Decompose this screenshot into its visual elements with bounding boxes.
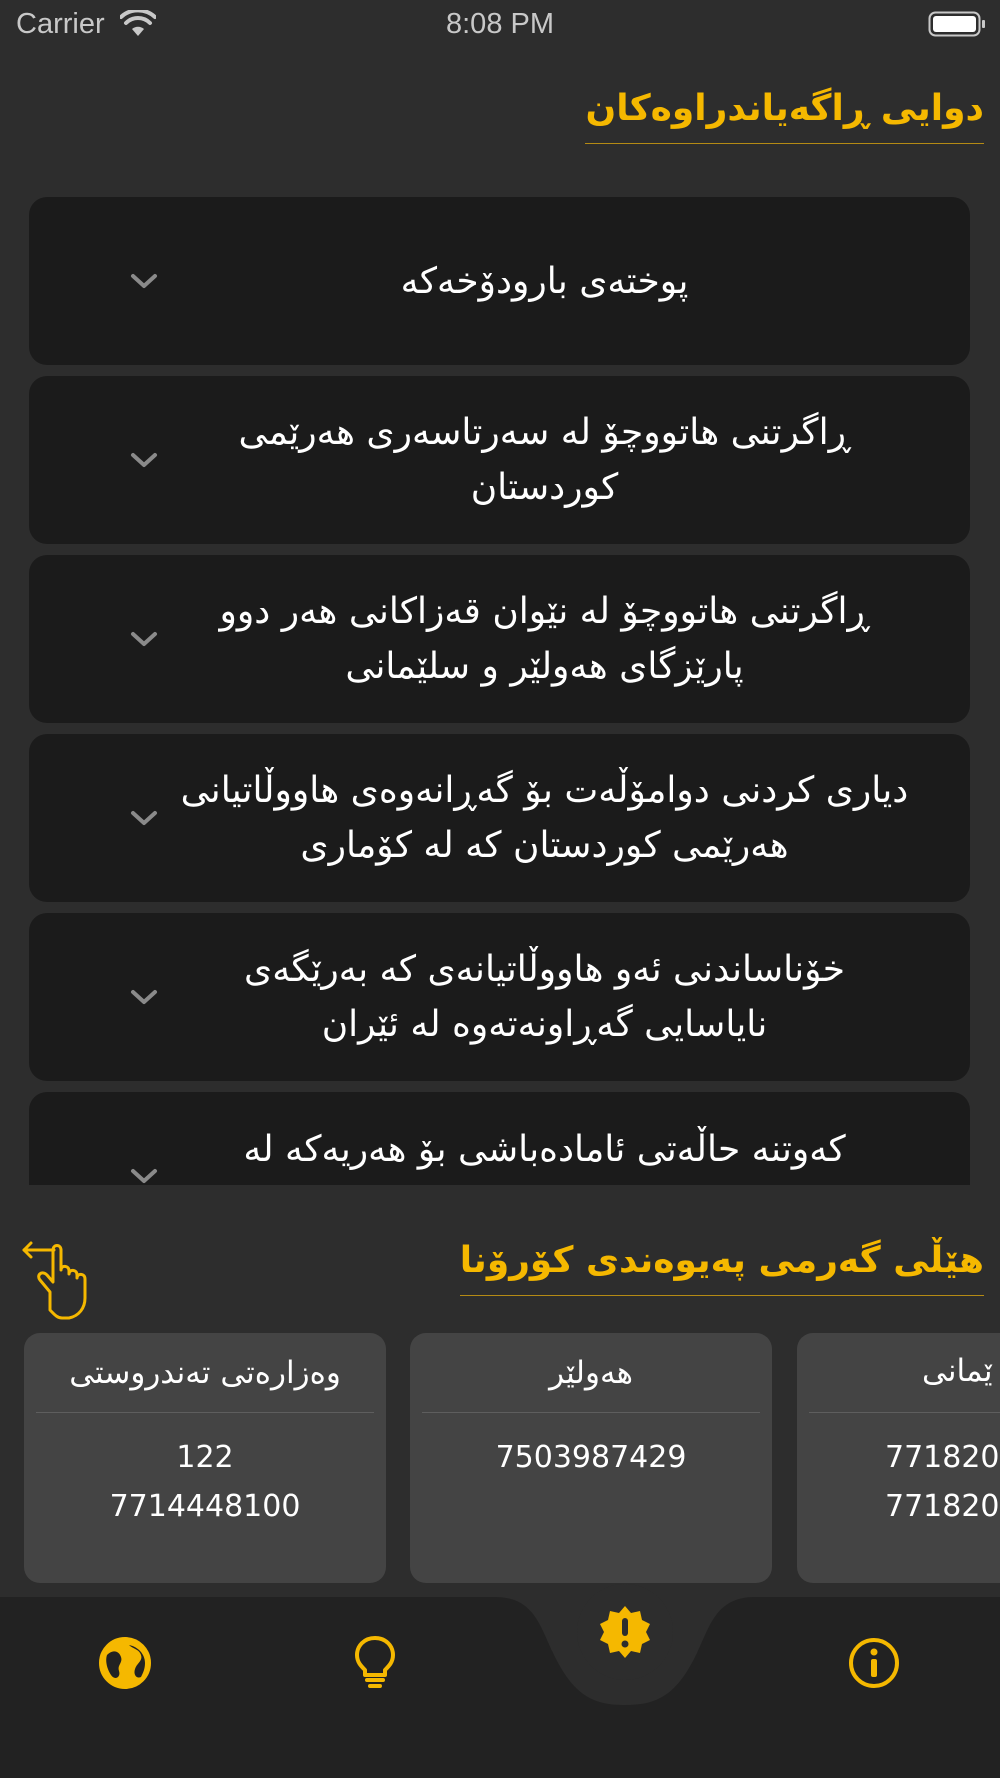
announcement-item[interactable]: [29, 1092, 970, 1185]
tab-bar: [0, 1597, 1000, 1778]
announcement-text: ڕاگرتنی هاتووچۆ لە سەرتاسەری هەرێمی کوردستان: [238, 412, 851, 508]
announcement-text: ڕاگرتنی هاتووچۆ لە نێوان قەزاکانی هەر دوو پارێزگای هەولێر و سلێمانی: [219, 591, 870, 687]
status-bar: [0, 0, 1000, 50]
carrier-label: Carrier: [16, 8, 105, 40]
hotline-card-title: هەولێر: [549, 1355, 633, 1391]
globe-icon[interactable]: [97, 1635, 153, 1691]
announcements-list[interactable]: [0, 190, 1000, 1185]
announcement-text: خۆناساندنی ئەو هاووڵاتیانەی کە بەرێگەی نایاسایی گەڕاونەتەوە لە ئێران: [244, 949, 845, 1045]
chevron-down-icon: [129, 629, 159, 649]
info-icon[interactable]: [846, 1635, 902, 1691]
divider: [809, 1412, 1000, 1413]
phone-number[interactable]: 771820: [885, 1489, 1000, 1524]
phone-number[interactable]: 7503987429: [495, 1440, 687, 1475]
alert-badge-icon: [597, 1604, 653, 1660]
announcement-text: کەوتنە حاڵەتی ئامادەباشی بۆ هەریەکە لە: [243, 1129, 846, 1170]
announcement-text: پوختەی بارودۆخەکە: [400, 260, 689, 302]
hotline-numbers: [797, 1433, 1000, 1531]
phone-number[interactable]: 122: [176, 1440, 234, 1475]
hotline-card[interactable]: [410, 1333, 772, 1583]
announcement-text: دیاری کردنی دوامۆڵەت بۆ گەڕانەوەی هاووڵاتیانی هەرێمی کوردستان کە لە کۆماری: [180, 770, 909, 866]
announcement-item[interactable]: [29, 197, 970, 365]
lightbulb-icon[interactable]: [347, 1633, 403, 1689]
chevron-down-icon: [129, 271, 159, 291]
chevron-down-icon: [129, 987, 159, 1007]
announcement-item[interactable]: [29, 376, 970, 544]
hotline-card[interactable]: [24, 1333, 386, 1583]
divider: [422, 1412, 760, 1413]
chevron-down-icon: [129, 1166, 159, 1185]
hotline-card-title: وەزارەتی تەندروستی: [69, 1355, 341, 1391]
phone-number[interactable]: 7714448100: [109, 1489, 301, 1524]
announcement-item[interactable]: [29, 913, 970, 1081]
phone-number[interactable]: 771820: [885, 1440, 1000, 1475]
hotline-card-title: ێمانی: [922, 1353, 993, 1389]
announcement-item[interactable]: [29, 734, 970, 902]
divider: [36, 1412, 374, 1413]
chevron-down-icon: [129, 450, 159, 470]
swipe-hand-icon: [20, 1240, 100, 1322]
hotline-numbers: [24, 1433, 386, 1531]
announcements-title: دوایی ڕاگەیاندراوەکان: [585, 88, 984, 144]
chevron-down-icon: [129, 808, 159, 828]
hotline-numbers: [410, 1433, 772, 1482]
hotlines-title: هێڵی گەرمی پەیوەندی کۆرۆنا: [460, 1240, 984, 1296]
announcement-item[interactable]: [29, 555, 970, 723]
battery-icon: [928, 10, 986, 38]
status-time: 8:08 PM: [446, 8, 554, 40]
hotline-card[interactable]: [797, 1333, 1000, 1583]
alerts-tab-button[interactable]: [577, 1584, 673, 1680]
